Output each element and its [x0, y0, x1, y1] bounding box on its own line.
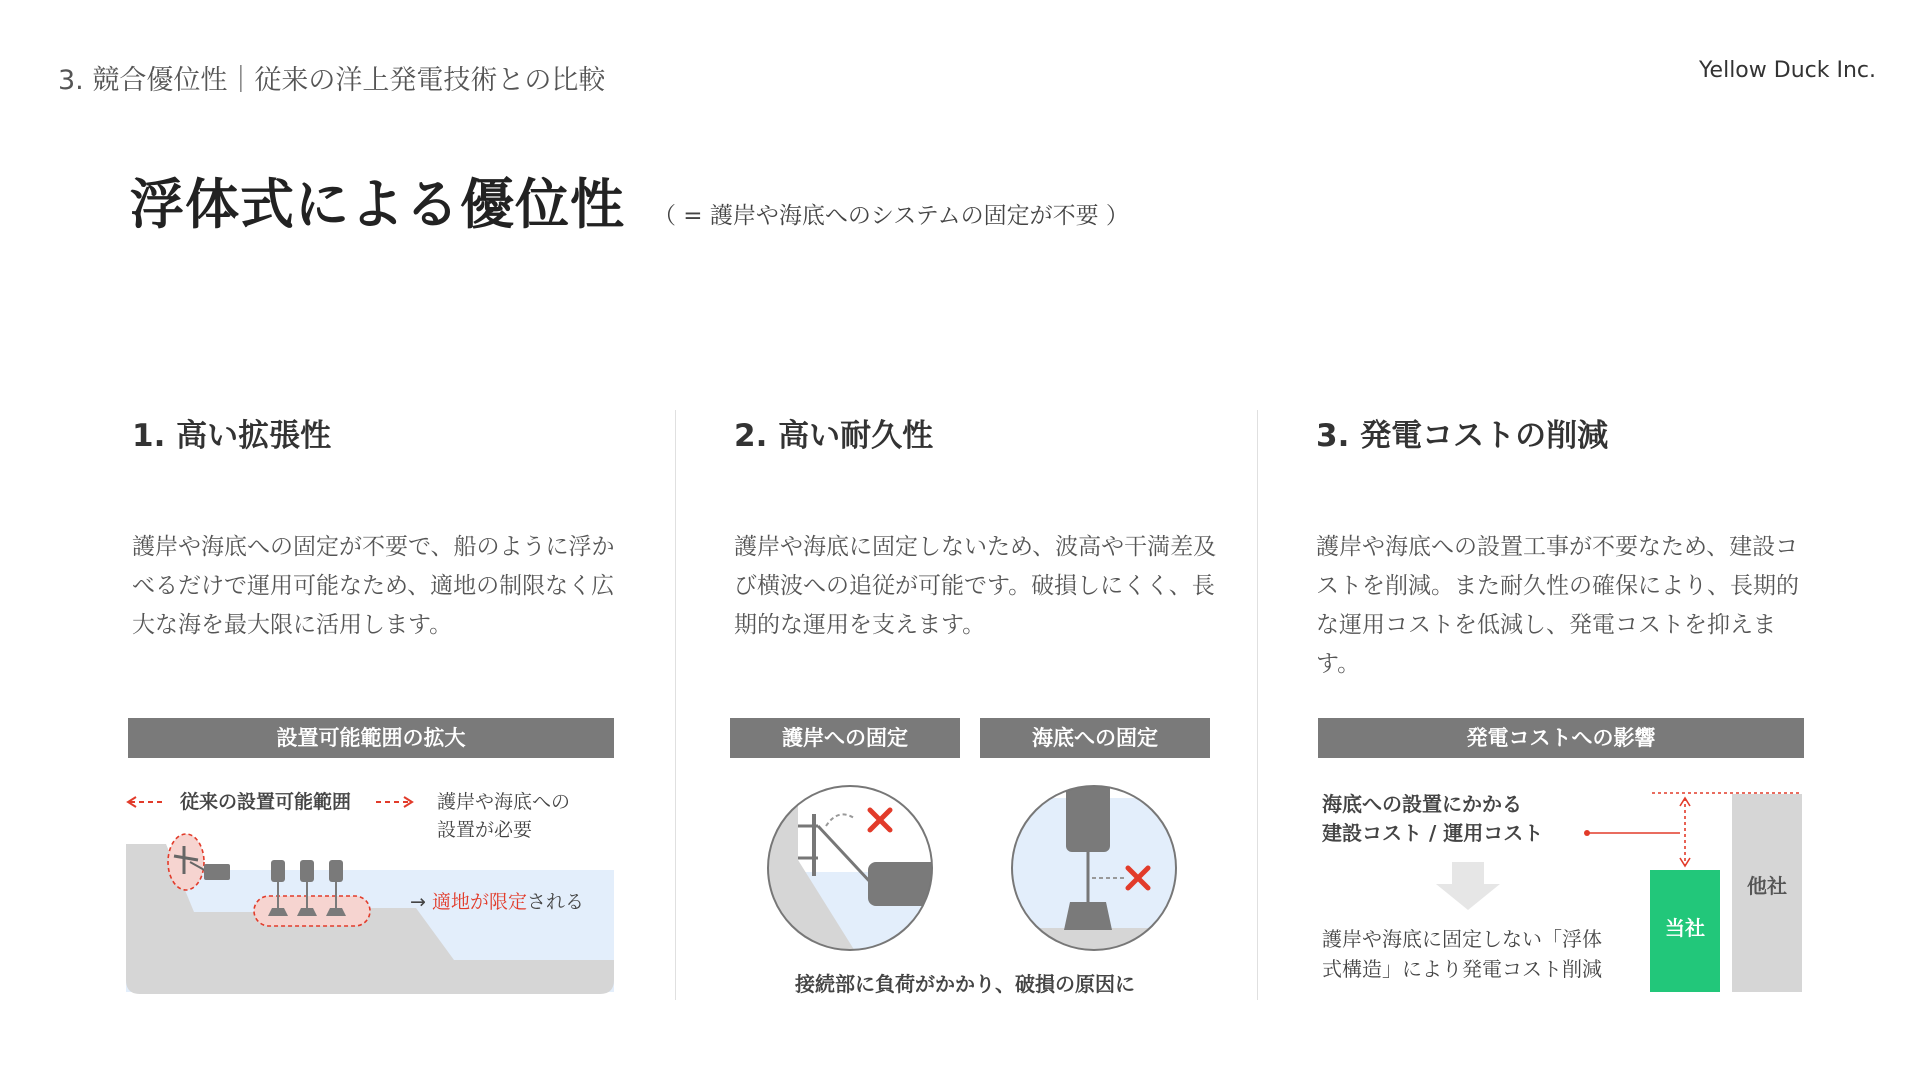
page-title: 浮体式による優位性	[130, 173, 625, 236]
floating-unit	[204, 864, 230, 880]
cost-difference-arrow	[1588, 798, 1690, 866]
bar-ours-label: 当社	[1665, 916, 1705, 940]
column-text: 護岸や海底に固定しないため、波高や干満差及び横波への追従が可能です。破損しにくく、長期的な運用を支えます。	[734, 534, 1217, 638]
down-arrow-icon	[1436, 862, 1500, 910]
column-text: 護岸や海底への固定が不要で、船のように浮かべるだけで運用可能なため、適地の制限なく広大な海を最大限に活用します。	[132, 534, 615, 638]
shore-fix-illustration	[762, 780, 938, 956]
cost-result-note: 護岸や海底に固定しない「浮体 式構造」により発電コスト削減	[1322, 927, 1602, 981]
floating-unit	[1066, 780, 1110, 852]
cost-factor-label: 海底への設置にかかる 建設コスト / 運用コスト	[1322, 792, 1544, 845]
column-divider-1	[675, 410, 676, 1000]
column-heading: 2. 高い耐久性	[734, 418, 934, 454]
shore-fix-marker	[168, 834, 204, 890]
breadcrumb: 3. 競合優位性｜従来の洋上発電技術との比較	[58, 65, 606, 96]
column-divider-2	[1257, 410, 1258, 1000]
company-name: Yellow Duck Inc.	[1699, 58, 1876, 83]
column-scalability	[132, 410, 615, 638]
band-seabed-fix: 海底への固定	[980, 718, 1210, 758]
band-cost-impact: 発電コストへの影響	[1318, 718, 1804, 758]
column-heading: 3. 発電コストの削減	[1316, 418, 1609, 454]
column-durability	[734, 410, 1217, 638]
page-subtitle: （ = 護岸や海底へのシステムの固定が不要 ）	[653, 203, 1129, 229]
seabed-fix-illustration	[1006, 780, 1182, 956]
column-heading: 1. 高い拡張性	[132, 418, 332, 454]
bar-others-label: 他社	[1747, 874, 1787, 898]
title-row	[130, 162, 1129, 239]
column-cost	[1316, 410, 1799, 677]
column-text: 護岸や海底への設置工事が不要なため、建設コストを削減。また耐久性の確保により、長期的な運用コストを低減し、発電コストを抑えます。	[1316, 534, 1799, 677]
install-note: 護岸や海底への 設置が必要	[437, 791, 571, 841]
damage-warning: 接続部に負荷がかかり、破損の原因に	[795, 972, 1135, 996]
band-install-range: 設置可能範囲の拡大	[128, 718, 614, 758]
band-shore-fix: 護岸への固定	[730, 718, 960, 758]
limited-note: → 適地が限定される	[410, 891, 584, 913]
range-label: 従来の設置可能範囲	[180, 791, 352, 813]
floating-unit	[868, 862, 938, 906]
